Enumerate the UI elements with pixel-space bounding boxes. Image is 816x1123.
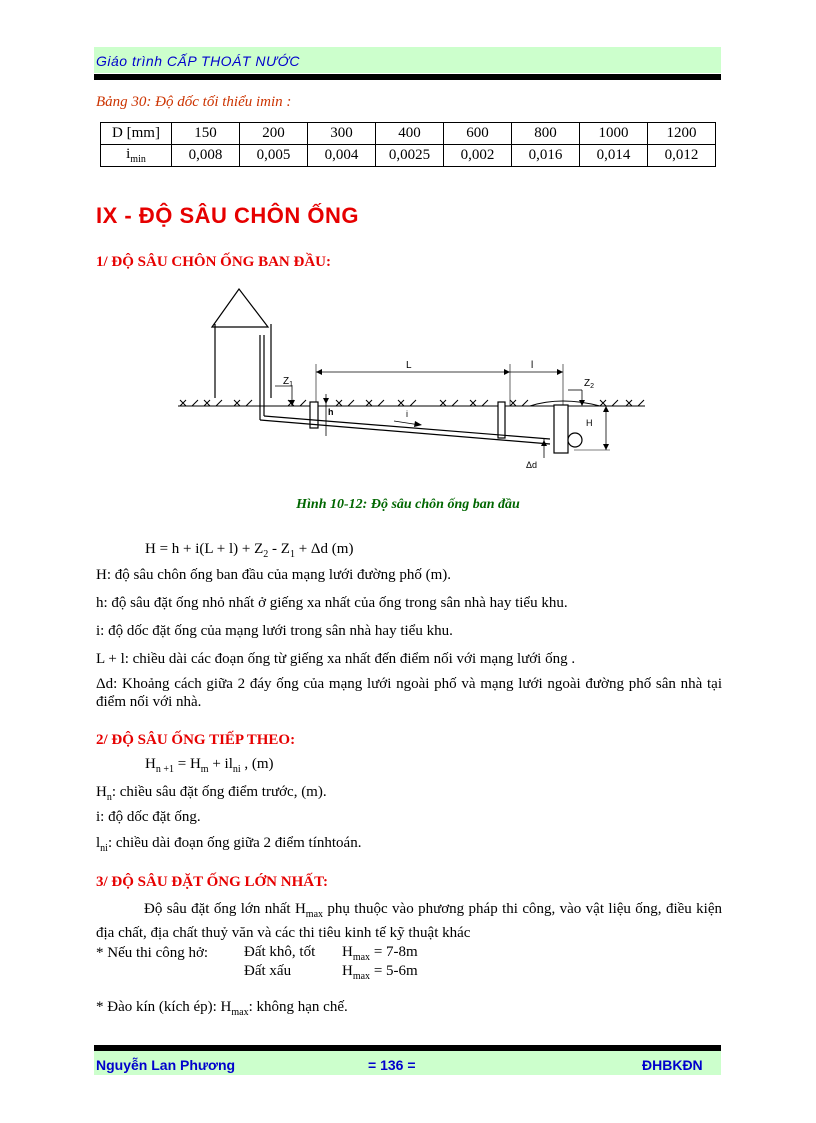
label-z2: $Z_2$ [584, 378, 595, 390]
def-lni: $l_{ni}$: chiều dài đoạn ống giữa 2 điểm tínhtoán. [96, 835, 362, 854]
header-rule [94, 74, 721, 80]
row-label: D [mm] [101, 123, 172, 145]
footer-author: Nguyễn Lan Phương [96, 1057, 236, 1073]
open-label: * Nếu thi công hở: [96, 945, 209, 961]
table-cell: 0,0025 [376, 145, 444, 167]
def-h: h: độ sâu đặt ống nhỏ nhất ở giếng xa nhất của ống trong sân nhà hay tiểu khu. [96, 595, 568, 611]
table-cell: 0,004 [308, 145, 376, 167]
section-title: IX - ĐỘ SÂU CHÔN ỐNG [96, 203, 360, 228]
table-cell: 400 [376, 123, 444, 145]
soil-good: Đất khô, tốt [244, 944, 316, 960]
table-row [101, 145, 716, 167]
table-cell: 300 [308, 123, 376, 145]
label-h: h [328, 407, 334, 417]
def-L: L + l: chiều dài các đoạn ống từ giếng xa nhất đến điểm nối với mạng lưới ống . [96, 651, 576, 667]
table-cell: 0,012 [648, 145, 716, 167]
slope-table [100, 122, 716, 167]
subsection-2-title: 2/ ĐỘ SÂU ỐNG TIẾP THEO: [96, 732, 296, 748]
row-label: $i_{min}$ [101, 145, 172, 167]
def-Hn: $H_n$: chiều sâu đặt ống điểm trước, (m). [96, 784, 327, 803]
table-cell: 0,016 [512, 145, 580, 167]
formula-2: $H_{n +1} = H_m + il_{ni}$ , (m) [145, 756, 274, 775]
closed-method: * Đào kín (kích ép): $H_{max}$: không hạn chế. [96, 999, 348, 1018]
label-l: l [531, 360, 534, 371]
page-number: = 136 = [368, 1057, 416, 1073]
hmax-good: $H_{max} = 7-8m$ [342, 944, 418, 963]
label-H: H [586, 418, 593, 428]
table-caption: Bảng 30: Độ dốc tối thiểu imin : [96, 94, 292, 110]
table-cell: 150 [172, 123, 240, 145]
def-H: H: độ sâu chôn ống ban đầu của mạng lưới đường phố (m). [96, 567, 451, 583]
table-cell: 0,002 [444, 145, 512, 167]
def-i2: i: độ dốc đặt ống. [96, 809, 201, 825]
label-z1: $Z_1$ [283, 376, 294, 388]
pipe-depth-diagram [170, 280, 650, 480]
figure-caption: Hình 10-12: Độ sâu chôn ống ban đầu [296, 497, 520, 512]
label-delta-d: Δd [526, 460, 538, 470]
para-3: Độ sâu đặt ống lớn nhất $H_{max}$ phụ thuộc vào phương pháp thi công, vào vật liệu ống, điều kiện địa chất, địa chất thuỷ văn và các thi tiêu kinh tế kỹ thuật khác [96, 901, 722, 941]
subsection-3-title: 3/ ĐỘ SÂU ĐẶT ỐNG LỚN NHẤT: [96, 874, 328, 890]
table-cell: 1200 [648, 123, 716, 145]
label-i: i [406, 409, 408, 419]
table-cell: 1000 [580, 123, 648, 145]
def-delta-d: Δd: Khoảng cách giữa 2 đáy ống của mạng lưới ngoài phố và mạng lưới ngoài đường phố sân nhà tại điểm nối với nhà. [96, 676, 722, 710]
def-i: i: độ dốc đặt ống của mạng lưới trong sân nhà hay tiểu khu. [96, 623, 453, 639]
table-cell: 200 [240, 123, 308, 145]
table-cell: 0,008 [172, 145, 240, 167]
label-L: L [406, 360, 412, 371]
table-cell: 800 [512, 123, 580, 145]
table-cell: 600 [444, 123, 512, 145]
soil-bad: Đất xấu [244, 963, 292, 979]
header-title: Giáo trình CẤP THOÁT NƯỚC [96, 53, 301, 69]
table-cell: 0,005 [240, 145, 308, 167]
subsection-1-title: 1/ ĐỘ SÂU CHÔN ỐNG BAN ĐẦU: [96, 254, 332, 270]
hmax-bad: $H_{max} = 5-6m$ [342, 963, 418, 982]
table-row [101, 123, 716, 145]
footer-org: ĐHBKĐN [642, 1057, 703, 1073]
table-cell: 0,014 [580, 145, 648, 167]
formula-1: $H = h + i(L + l) + Z_2 - Z_1 + \Delta d$ (m) [145, 541, 354, 560]
